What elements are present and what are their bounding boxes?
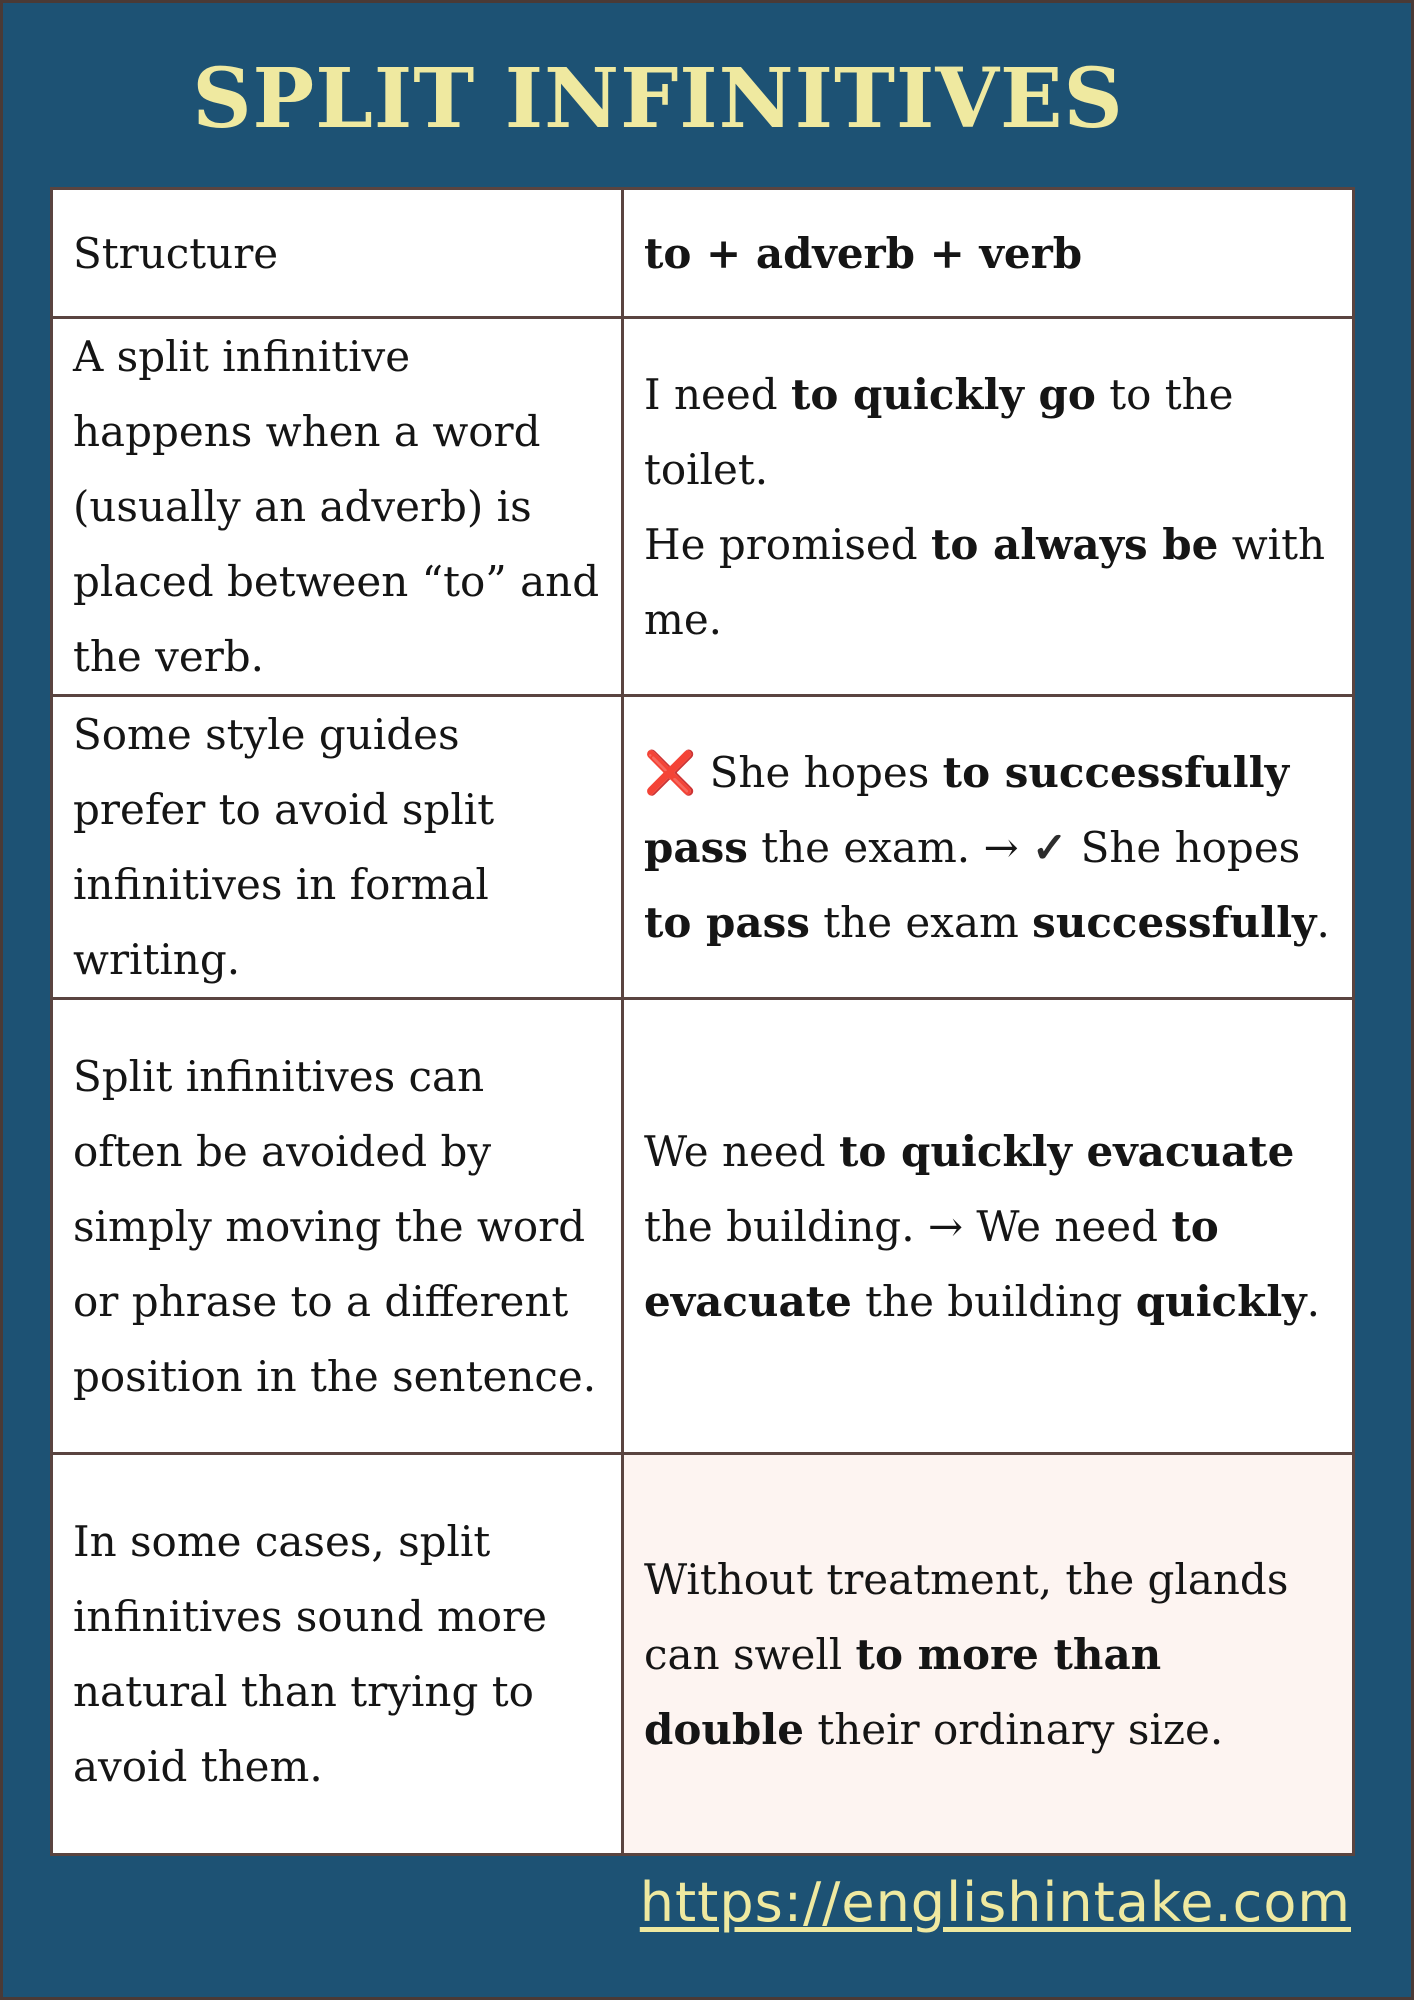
example-bold: successfully [1032, 897, 1317, 947]
table-row [52, 318, 1354, 696]
example-text: their ordinary size. [803, 1704, 1224, 1754]
formula-text: to + adverb + verb [644, 228, 1083, 278]
checkmark-icon: ✓ [1032, 822, 1068, 872]
row-description: A split infinitive happens when a word (usually an adverb) is placed between “to” and the verb. [52, 318, 623, 696]
example-text: I need [644, 369, 791, 419]
row-example [623, 999, 1354, 1454]
example-bold: to quickly evacuate [838, 1126, 1295, 1176]
example-text: the exam. → [747, 822, 1033, 872]
example-bold: to more than double [644, 1629, 1162, 1754]
example-text: with me. [644, 519, 1326, 644]
row-description: Split infinitives can often be avoided by simply moving the word or phrase to a different position in the sentence. [52, 999, 623, 1454]
example-bold: to quickly go [790, 369, 1096, 419]
example-text: . [1306, 1276, 1320, 1326]
example-text: We need [644, 1126, 839, 1176]
split-infinitives-table [50, 187, 1355, 1856]
example-text: . [1316, 897, 1330, 947]
example-text: to the toilet. [644, 369, 1234, 494]
website-link[interactable]: https://englishintake.com [639, 1871, 1351, 1934]
example-text: Without treatment, the glands can swell [644, 1554, 1289, 1679]
example-bold: to successfully pass [644, 747, 1289, 872]
example-text: She hopes [1067, 822, 1301, 872]
row-description: Some style guides prefer to avoid split infinitives in formal writing. [52, 696, 623, 999]
structure-label: Structure [52, 189, 623, 318]
row-example [623, 696, 1354, 999]
example-text: the building [851, 1276, 1136, 1326]
row-example [623, 1454, 1354, 1855]
example-bold: to always be [931, 519, 1219, 569]
table-header-row [52, 189, 1354, 318]
example-text: the building. → We need [644, 1201, 1172, 1251]
cross-icon: ❌ [644, 747, 697, 797]
structure-formula [623, 189, 1354, 318]
table-row [52, 1454, 1354, 1855]
example-text: She hopes [696, 747, 943, 797]
example-bold: quickly [1135, 1276, 1307, 1326]
table-row [52, 999, 1354, 1454]
example-bold: to evacuate [644, 1201, 1219, 1326]
table-row [52, 696, 1354, 999]
example-bold: to pass [644, 897, 810, 947]
row-description: In some cases, split infinitives sound more natural than trying to avoid them. [52, 1454, 623, 1855]
page-title: SPLIT INFINITIVES [192, 51, 1124, 147]
row-example [623, 318, 1354, 696]
example-text: He promised [644, 519, 931, 569]
example-text: the exam [809, 897, 1033, 947]
